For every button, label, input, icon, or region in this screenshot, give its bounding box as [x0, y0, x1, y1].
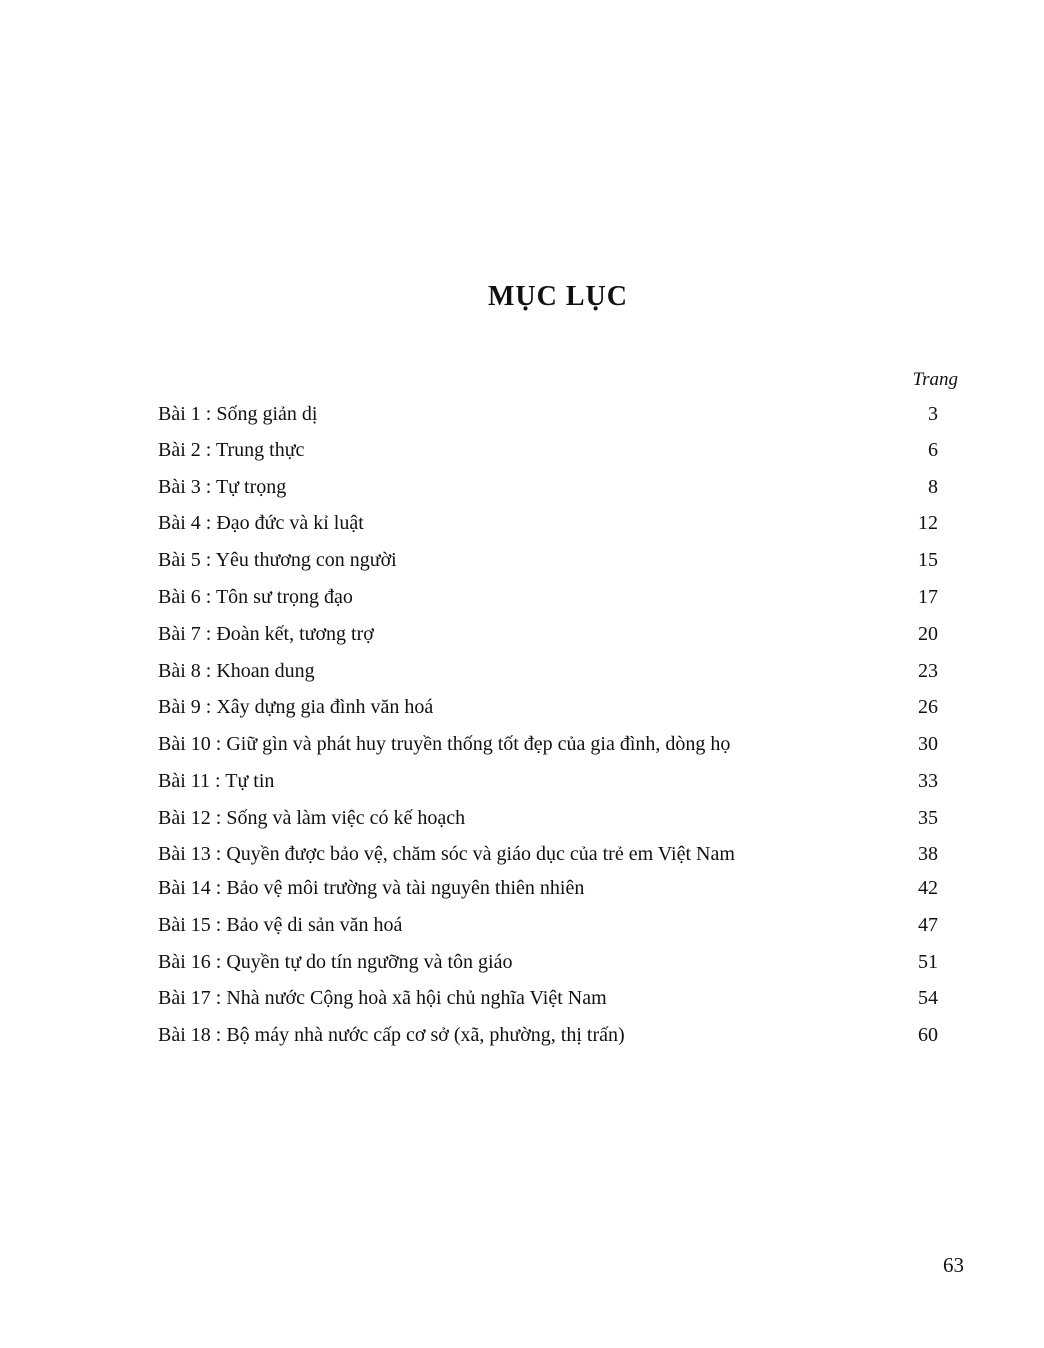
toc-entry-title: Bài 5 : Yêu thương con người	[158, 549, 397, 571]
toc-entry-title: Bài 11 : Tự tin	[158, 770, 275, 792]
toc-entry-title: Bài 7 : Đoàn kết, tương trợ	[158, 623, 374, 645]
toc-entry-page: 47	[918, 914, 938, 936]
toc-entry-page: 51	[918, 951, 938, 973]
toc-entry	[158, 768, 938, 794]
toc-entry-page: 20	[918, 623, 938, 645]
toc-entry-title: Bài 15 : Bảo vệ di sản văn hoá	[158, 914, 403, 936]
toc-entry-title: Bài 9 : Xây dựng gia đình văn hoá	[158, 696, 434, 718]
toc-entry-page: 6	[928, 439, 938, 461]
toc-entry	[158, 949, 938, 975]
toc-entry	[158, 584, 938, 610]
toc-entry	[158, 875, 938, 901]
toc-entry-title: Bài 18 : Bộ máy nhà nước cấp cơ sở (xã, phường, thị trấn)	[158, 1024, 625, 1046]
toc-entry-page: 26	[918, 696, 938, 718]
toc-entry-title: Bài 12 : Sống và làm việc có kế hoạch	[158, 807, 466, 829]
toc-entry-title: Bài 6 : Tôn sư trọng đạo	[158, 586, 353, 608]
toc-entry-title: Bài 17 : Nhà nước Cộng hoà xã hội chủ nghĩa Việt Nam	[158, 987, 607, 1009]
toc-entry	[158, 437, 938, 463]
toc-entry-title: Bài 1 : Sống giản dị	[158, 403, 318, 425]
toc-entry-title: Bài 13 : Quyền được bảo vệ, chăm sóc và giáo dục của trẻ em Việt Nam	[158, 843, 735, 865]
toc-entry	[158, 401, 938, 427]
toc-entry-title: Bài 4 : Đạo đức và kỉ luật	[158, 512, 364, 534]
toc-entry-page: 17	[918, 586, 938, 608]
toc-entry-page: 42	[918, 877, 938, 899]
toc-entry-page: 23	[918, 660, 938, 682]
toc-entry-page: 35	[918, 807, 938, 829]
toc-entry-page: 33	[918, 770, 938, 792]
toc-entry-page: 12	[918, 512, 938, 534]
toc-entry	[158, 658, 938, 684]
toc-entry-page: 60	[918, 1024, 938, 1046]
toc-entry-title: Bài 8 : Khoan dung	[158, 660, 315, 682]
toc-entry	[158, 474, 938, 500]
toc-entry-title: Bài 16 : Quyền tự do tín ngưỡng và tôn giáo	[158, 951, 513, 973]
toc-entry-page: 8	[928, 476, 938, 498]
toc-entry	[158, 912, 938, 938]
page-number: 63	[943, 1253, 964, 1277]
toc-entry	[158, 805, 938, 831]
page-title: MỤC LỤC	[488, 281, 628, 312]
toc-entry-page: 30	[918, 733, 938, 755]
toc-entry	[158, 510, 938, 536]
toc-entry	[158, 985, 938, 1011]
toc-entry	[158, 1022, 938, 1048]
toc-entry-page: 3	[928, 403, 938, 425]
toc-entry-title: Bài 10 : Giữ gìn và phát huy truyền thống tốt đẹp của gia đình, dòng họ	[158, 733, 731, 755]
toc-entry-title: Bài 14 : Bảo vệ môi trường và tài nguyên thiên nhiên	[158, 877, 585, 899]
toc-entry-title: Bài 3 : Tự trọng	[158, 476, 287, 498]
toc-entry-page: 54	[918, 987, 938, 1009]
toc-entry-page: 38	[918, 843, 938, 865]
toc-entry	[158, 621, 938, 647]
toc-entry	[158, 841, 938, 867]
toc-entry-page: 15	[918, 549, 938, 571]
toc-entry-title: Bài 2 : Trung thực	[158, 439, 305, 461]
toc-entry	[158, 547, 938, 573]
page-column-header: Trang	[912, 369, 958, 390]
toc-entry	[158, 694, 938, 720]
toc-entry	[158, 731, 938, 757]
